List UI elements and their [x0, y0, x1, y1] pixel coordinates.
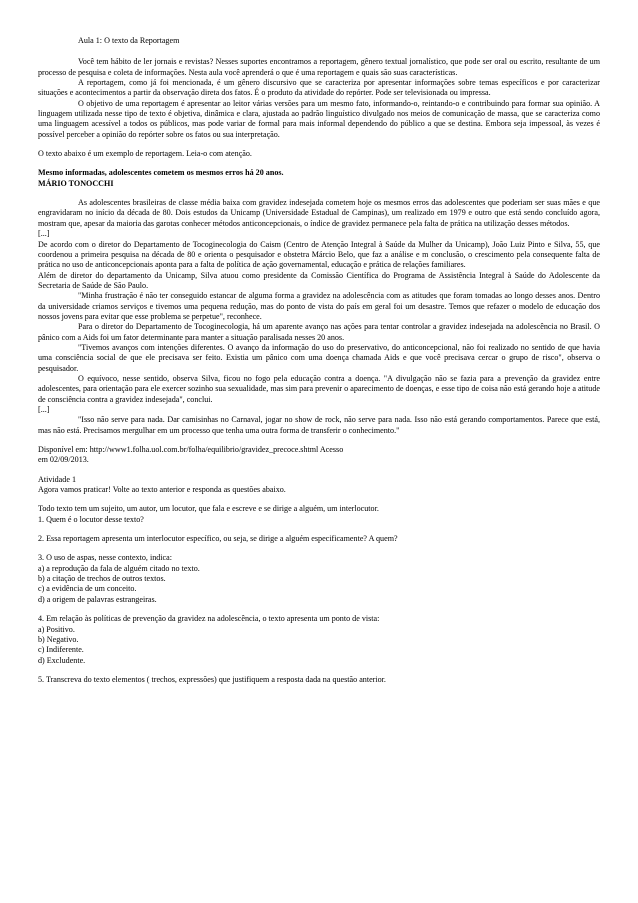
option-item: d) a origem de palavras estrangeiras. [38, 594, 157, 604]
article-paragraph: "Tivemos avanços com intenções diferentes. O avanço da informação do uso do preservativo, do anticoncepcional, não foi realizado no sentido de que havia uma consciência social de que ele precisava ser feito. Existia um pânico com uma doença chamada Aids e que você precisava cercar o grupo de risco", observa o pesquisador. [38, 342, 600, 373]
source-date: em 02/09/2013. [38, 455, 89, 465]
question-1: 1. Quem é o locutor desse texto? [38, 514, 144, 524]
article-paragraph: Para o diretor do Departamento de Tocoginecologia, há um aparente avanço nas ações para tentar controlar a gravidez indesejada na adolescência no Brasil. O pânico com a Aids foi um fator determinante para manter a situação paralisada nesses 20 anos. [38, 322, 600, 342]
ellipsis: [...] [38, 405, 50, 414]
activity-title: Atividade 1 [38, 474, 76, 484]
article-paragraph: De acordo com o diretor do Departamento de Tocoginecologia do Caism (Centro de Atenção Integral à Saúde da Mulher da Unicamp), João Luiz Pinto e Silva, 55, que coordenou a primeira pesquisa na década de 80 e orienta o pesquisador e obstetra Márcio Belo, que faz a análise e m conclusão, o crescimento pela consequente falta de prática no uso de anticoncepcionais aponta para a falta de política de ação governamental, educação e prática de relações familiares. [38, 239, 600, 270]
example-intro: O texto abaixo é um exemplo de reportagem. Leia-o com atenção. [38, 149, 252, 159]
activity-context: Todo texto tem um sujeito, um autor, um locutor, que fala e escreve e se dirige a alguém, um interlocutor. [38, 504, 379, 514]
option-item: b) Negativo. [38, 634, 79, 644]
article-paragraph: As adolescentes brasileiras de classe média baixa com gravidez indesejada cometem hoje os mesmos erros das adolescentes que poderiam ser suas mães e que engravidaram no início da década de 80. Dois estudos da Unicamp (Universidade Estadual de Campinas), um realizado em 1979 e outro que está sendo concluído agora, mostram que, apesar da maioria das garotas conhecer métodos anticoncepcionais, o índice de gravidez permanece pela falta de prática na utilização desses métodos. [38, 198, 600, 228]
lesson-title: Aula 1: O texto da Reportagem [78, 36, 180, 45]
option-item: a) a reprodução da fala de alguém citado no texto. [38, 563, 200, 573]
article-paragraph: "Isso não serve para nada. Dar camisinhas no Carnaval, jogar no show de rock, não serve para nada. Isso não está gerando comportamentos. Parece que está, mas não está. Precisamos mergulhar em um processo que tenha uma outra forma de transferir o conhecimento." [38, 415, 600, 435]
intro-paragraph-1: Você tem hábito de ler jornais e revistas? Nesses suportes encontramos a reportagem, gênero textual jornalístico, que pode ser oral ou escrito, resultante de um processo de pesquisa e coleta de informações. Nesta aula você aprenderá o que é uma reportagem e quais são suas características. [38, 57, 600, 77]
question-4: 4. Em relação às políticas de prevenção da gravidez na adolescência, o texto apresenta um ponto de vista: [38, 614, 380, 624]
article-author: MÁRIO TONOCCHI [38, 178, 114, 188]
question-3: 3. O uso de aspas, nesse contexto, indica: [38, 553, 172, 563]
source-line: Disponível em: http://www1.folha.uol.com.br/folha/equilibrio/gravidez_precoce.shtml Acesso [38, 445, 344, 455]
question-5: 5. Transcreva do texto elementos ( trechos, expressões) que justifiquem a resposta dada na questão anterior. [38, 674, 386, 684]
intro-paragraph-3: O objetivo de uma reportagem é apresentar ao leitor várias versões para um mesmo fato, informando-o, reintando-o e contribuindo para formar sua opinião. A linguagem utilizada nesse tipo de texto é objetiva, dinâmica e clara, ajustada ao padrão linguístico divulgado nos meios de comunicação de massa, que se caracteriza como uma linguagem acessível a todos os públicos, mas pode variar de formal para mais informal dependendo do público a que se destina. Embora seja impessoal, às vezes é possível perceber a opinião do repórter sobre os fatos ou sua interpretação. [38, 98, 600, 139]
option-item: c) Indiferente. [38, 645, 84, 655]
option-item: b) a citação de trechos de outros textos. [38, 574, 166, 584]
article-paragraph: O equívoco, nesse sentido, observa Silva, ficou no fogo pela educação contra a doença. "A divulgação não se fazia para a prevenção da gravidez entre adolescentes, para orientação para ele exercer sozinho sua sexualidade, mas sim para prevenir o aparecimento de doenças, e esse tipo de coisa não está gerando hoje a atitude de consciência contra a gravidez indesejada", conclui. [38, 373, 600, 404]
intro-paragraph-2: A reportagem, como já foi mencionada, é um gênero discursivo que se caracteriza por apresentar informações sobre temas específicos e por caracterizar situações e acontecimentos a partir da observação direta dos fatos. É o produto da atividade do repórter. Pode ser televisionada ou impressa. [38, 78, 600, 98]
question-2: 2. Essa reportagem apresenta um interlocutor específico, ou seja, se dirige a alguém especificamente? A quem? [38, 534, 398, 544]
option-item: a) Positivo. [38, 624, 75, 634]
article-paragraph: Além de diretor do departamento da Unicamp, Silva atuou como presidente da Comissão Científica do Programa de Assistência Integral à Saúde do Adolescente da Secretaria de Saúde de São Paulo. [38, 270, 600, 290]
article-paragraph: "Minha frustração é não ter conseguido estancar de alguma forma a gravidez na adolescência com as atitudes que foram tomadas ao longo desses anos. Dentro da universidade criamos serviços e tivemos uma pequena redução, mas do ponto de vista do país em geral foi um desastre. Temos que refazer o modelo de educação dos nossos jovens para evitar que esse problema se perpetue", reconhece. [38, 291, 600, 321]
activity-instruction: Agora vamos praticar! Volte ao texto anterior e responda as questões abaixo. [38, 485, 286, 495]
option-item: d) Excludente. [38, 655, 86, 665]
ellipsis: [...] [38, 229, 50, 239]
article-headline: Mesmo informadas, adolescentes cometem os mesmos erros há 20 anos. [38, 168, 284, 178]
option-item: c) a evidência de um conceito. [38, 584, 137, 594]
